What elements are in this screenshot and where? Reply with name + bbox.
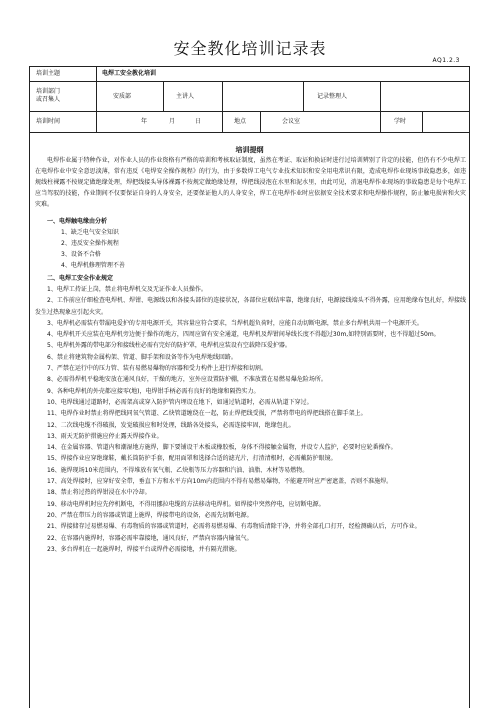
topic-value: 电焊工安全教化培训	[102, 70, 157, 77]
column-divider	[422, 111, 423, 132]
form-title: 安全教化培训记录表	[173, 39, 327, 58]
intro-paragraph: 电焊作业属于特种作业，对作业人员的作业资格有严格的培训和考核取证制度，虽然在考证、取证和换证时进行过培训辨别了肯定的技能，但仍有不少电焊工在电焊作业中安全意思淡薄，常有违反《电焊安全操作规程》的行为，由于多数焊工电气专业技术知识和安全用电常识有限，造成电焊作业现场事故隐患多，如违规线柱裸露不按规定做绝缘处理，焊把线接头导体裸露不按规定做绝缘处理，焊把线浸泡在水里和泥水里，由此可见，消退电焊作业现场的事故隐患是每个电焊工应当驾驭的技能，作业期间不仅要保证自身的人身安全，还要保证他人的人身安全，焊工在电焊作业时应依据安全技术要求和电焊操作规程，防止触电损害和火灾灾难。	[35, 157, 466, 208]
list-item: 1、缺乏电气安全知识	[61, 229, 119, 236]
section-2-heading: 二、电焊工安全作业规定	[47, 275, 114, 282]
list-item: 19、移动电焊机时应先停机断电，不得用挪拉电缆的方法移动电焊机。如焊接中突然停电，应切断电源。	[47, 500, 325, 508]
column-divider	[260, 111, 261, 132]
list-item: 18、禁止将过热的焊钳浸在水中冷却。	[47, 489, 151, 497]
list-item: 9、各种电焊机的外壳都应接零(地)，电焊钳手柄必需有良好的绝缘和隔热实力。	[47, 387, 260, 395]
time-year: 年	[141, 118, 148, 125]
recorder-label: 记录整理人	[317, 93, 348, 100]
time-month: 月	[169, 118, 176, 125]
row-divider	[30, 132, 469, 133]
list-item: 11、电焊作业时禁止将焊把线同氧气管道、乙炔管道缠绕在一起，防止焊把线受损，严禁将带电的焊把线搭在脚手架上。	[47, 410, 367, 418]
section-1-heading: 一、电焊触电缘由分析	[47, 218, 108, 225]
place-value: 会议室	[282, 118, 301, 125]
section-2-list	[35, 284, 466, 555]
column-divider	[380, 81, 381, 132]
column-divider	[222, 81, 223, 132]
list-item: 7、严禁在运行中的压力管、装有易燃易爆物的容器和受力构件上进行焊接和切割。	[47, 365, 267, 373]
list-item: 12、二次线电缆不得破损，发觉破损应和时处理，线路各处接头，必需连接牢固，绝缘包扎。	[47, 421, 295, 429]
list-item: 20、严禁在带压力的容器或管道上施焊，焊接带电的设备，必需先切断电源。	[47, 511, 253, 519]
column-divider	[303, 81, 304, 111]
list-item: 4、电焊机开关应装在电焊机旁边便于操作的地方，四周应留有安全通道，电焊机及焊钳间导线长度不得超过30m,如特别需要时，也不得超过50m。	[47, 331, 440, 339]
list-item: 1、电焊工持证上岗，禁止将电焊机交及无证作业人员操作。	[47, 286, 207, 293]
document-number: AQ1.2.3	[432, 57, 460, 64]
department-value: 安质部	[113, 93, 132, 100]
hours-label: 学时	[394, 118, 407, 125]
column-divider	[96, 67, 97, 132]
list-item: 4、电焊机修理管理不善	[61, 262, 125, 269]
host-label: 主讲人	[176, 93, 195, 100]
outline-body	[35, 155, 466, 555]
training-record-table	[29, 66, 470, 708]
column-divider	[163, 81, 164, 111]
list-item: 15、焊接作业应穿绝缘鞋，戴长筒防护手套，配用面罩和选择合适的滤光片，打渣清根时，必需戴防护眼镜。	[47, 455, 337, 463]
list-item: 17、高处焊接时，应穿好安全带，垂直下方和水平方向10m内范围内不得有易燃易爆物，不能避开时应严密遮盖，否则不准施焊。	[47, 478, 393, 486]
list-item: 10、电焊线通过道路时，必需架高或穿入防护管内埋设在地下，如通过轨道时，必需从轨道下穿过。	[47, 398, 313, 406]
time-label: 培训时间	[36, 118, 61, 125]
list-item: 16、施焊现场10米范围内，不得堆放有氧气瓶、乙炔瓶等压力容器和汽油、油脂、木材等易燃物。	[47, 466, 309, 474]
list-item: 3、设备不合格	[61, 251, 101, 258]
section-1-list	[35, 227, 466, 271]
outline-title: 培训提纲	[235, 146, 264, 154]
list-item: 2、工作前应仔细检查电焊机、焊钳、电源线以和各接头部位的连接状况，各部位应联结牢靠，绝缘良好，电源接线端头不得外露，应用绝缘布包扎好，焊接线发生过热现象应引起火灾。	[35, 297, 466, 316]
department-label: 培训部门 或召集人	[36, 88, 61, 103]
host-value[interactable]	[230, 93, 296, 101]
topic-label: 培训主题	[36, 70, 61, 77]
list-item: 21、焊接储存过易燃易爆、有毒物质的容器或管道时，必需将易燃易爆、有毒物质清除干净，并将全部孔口打开，经检测确认后，方可作业。	[47, 523, 421, 531]
list-item: 2、违反安全操作规程	[61, 240, 119, 247]
list-item: 23、多台焊机在一起施焊时，焊接平台或焊件必需接地，并有隔光措施。	[47, 545, 241, 553]
recorder-value[interactable]	[386, 93, 464, 101]
list-item: 8、必需得焊机平稳地安放在通风良好，干燥的地方，室外应设置防护棚，不准放置在易燃易爆危险场所。	[47, 376, 327, 384]
time-day: 日	[195, 118, 202, 125]
place-label: 地点	[234, 118, 247, 125]
list-item: 6、禁止将建筑物金属构架、管道、脚手架和设备等作为电焊地线回路。	[47, 353, 237, 361]
list-item: 13、雨天无防护措施应停止露天焊接作业。	[47, 432, 163, 440]
list-item: 3、电焊机必需装有带漏电爱护的专用电源开关，其容量应符合要求，当焊机超负荷时，应能自动切断电源，禁止多台焊机共用一个电源开关。	[47, 319, 423, 327]
list-item: 5、电焊机外露的带电部分和接线柱必需有完好的防护罩，电焊机应装设有空载降压爱护器。	[47, 342, 291, 350]
list-item: 14、在金属容器、管道内和潮湿地方施焊，脚下要铺设干木板或橡胶板，身体不得接触金属物，并设专人监护，必要时应轮番操作。	[47, 444, 397, 452]
list-item: 22、在容器内施焊时，容器必需牢靠接地，通风良好，严禁向容器内输氧气。	[47, 534, 253, 542]
